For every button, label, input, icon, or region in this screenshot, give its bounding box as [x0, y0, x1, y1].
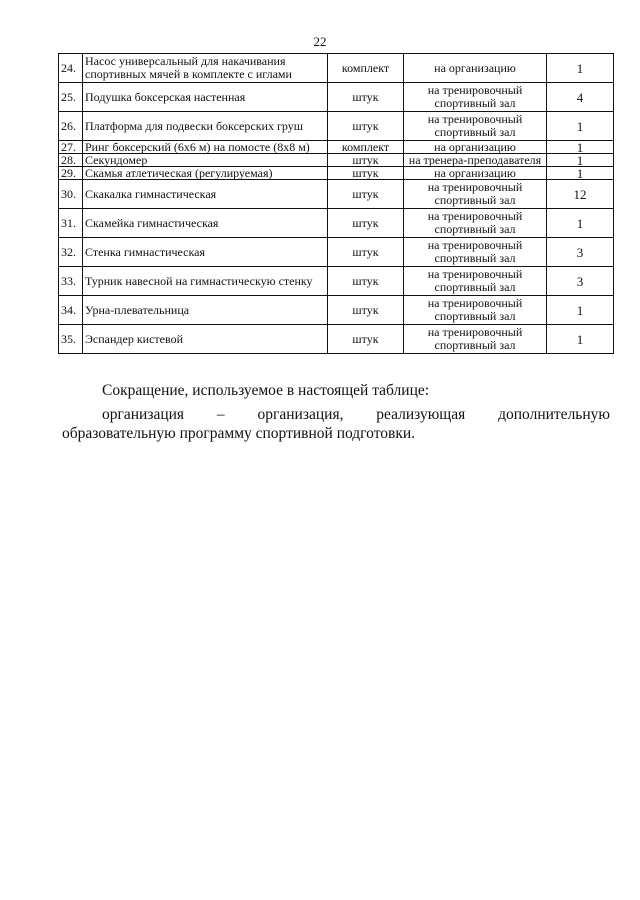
quantity: 4 [547, 83, 614, 112]
item-name: Платформа для подвески боксерских груш [83, 112, 328, 141]
item-name: Секундомер [83, 154, 328, 167]
unit-of-measure: штук [328, 83, 404, 112]
quantity: 1 [547, 325, 614, 354]
unit-of-measure: комплект [328, 141, 404, 154]
equipment-table [58, 53, 614, 354]
quantity: 1 [547, 209, 614, 238]
item-name: Насос универсальный для накачивания спортивных мячей в комплекте с иглами [83, 54, 328, 83]
row-number: 29. [59, 167, 83, 180]
unit-of-measure: штук [328, 154, 404, 167]
item-name: Подушка боксерская настенная [83, 83, 328, 112]
quantity: 1 [547, 167, 614, 180]
item-name: Эспандер кистевой [83, 325, 328, 354]
table-row [59, 167, 614, 180]
table-row [59, 296, 614, 325]
quantity: 1 [547, 141, 614, 154]
quantity: 1 [547, 112, 614, 141]
calculation-unit: на организацию [404, 167, 547, 180]
quantity: 1 [547, 296, 614, 325]
table-row [59, 112, 614, 141]
item-name: Скамейка гимнастическая [83, 209, 328, 238]
row-number: 28. [59, 154, 83, 167]
quantity: 1 [547, 154, 614, 167]
table-row [59, 209, 614, 238]
table-row [59, 154, 614, 167]
unit-of-measure: штук [328, 267, 404, 296]
calculation-unit: на организацию [404, 141, 547, 154]
calculation-unit: на тренировочный спортивный зал [404, 180, 547, 209]
calculation-unit: на тренировочный спортивный зал [404, 83, 547, 112]
calculation-unit: на тренировочный спортивный зал [404, 209, 547, 238]
calculation-unit: на тренировочный спортивный зал [404, 296, 547, 325]
calculation-unit: на тренировочный спортивный зал [404, 325, 547, 354]
row-number: 34. [59, 296, 83, 325]
row-number: 27. [59, 141, 83, 154]
calculation-unit: на организацию [404, 54, 547, 83]
row-number: 31. [59, 209, 83, 238]
item-name: Стенка гимнастическая [83, 238, 328, 267]
table-row [59, 238, 614, 267]
row-number: 32. [59, 238, 83, 267]
unit-of-measure: штук [328, 209, 404, 238]
unit-of-measure: штук [328, 325, 404, 354]
table-row [59, 83, 614, 112]
quantity: 3 [547, 238, 614, 267]
unit-of-measure: штук [328, 112, 404, 141]
unit-of-measure: штук [328, 180, 404, 209]
item-name: Скамья атлетическая (регулируемая) [83, 167, 328, 180]
page-number: 22 [313, 34, 327, 49]
calculation-unit: на тренера-преподавателя [404, 154, 547, 167]
calculation-unit: на тренировочный спортивный зал [404, 112, 547, 141]
row-number: 35. [59, 325, 83, 354]
item-name: Ринг боксерский (6x6 м) на помосте (8x8 м) [83, 141, 328, 154]
calculation-unit: на тренировочный спортивный зал [404, 238, 547, 267]
calculation-unit: на тренировочный спортивный зал [404, 267, 547, 296]
item-name: Урна-плевательница [83, 296, 328, 325]
table-row [59, 325, 614, 354]
table-row [59, 267, 614, 296]
table-row [59, 180, 614, 209]
row-number: 30. [59, 180, 83, 209]
item-name: Скакалка гимнастическая [83, 180, 328, 209]
unit-of-measure: штук [328, 296, 404, 325]
item-name: Турник навесной на гимнастическую стенку [83, 267, 328, 296]
table-row [59, 141, 614, 154]
row-number: 25. [59, 83, 83, 112]
unit-of-measure: штук [328, 238, 404, 267]
row-number: 26. [59, 112, 83, 141]
equipment-table-body [59, 54, 614, 354]
unit-of-measure: комплект [328, 54, 404, 83]
table-row [59, 54, 614, 83]
quantity: 12 [547, 180, 614, 209]
abbreviation-note-title: Сокращение, используемое в настоящей таблице: [102, 382, 430, 399]
row-number: 24. [59, 54, 83, 83]
quantity: 3 [547, 267, 614, 296]
row-number: 33. [59, 267, 83, 296]
abbreviation-note-body: организация – организация, реализующая дополнительную образовательную программу спортивной подготовки. [62, 406, 610, 442]
quantity: 1 [547, 54, 614, 83]
unit-of-measure: штук [328, 167, 404, 180]
